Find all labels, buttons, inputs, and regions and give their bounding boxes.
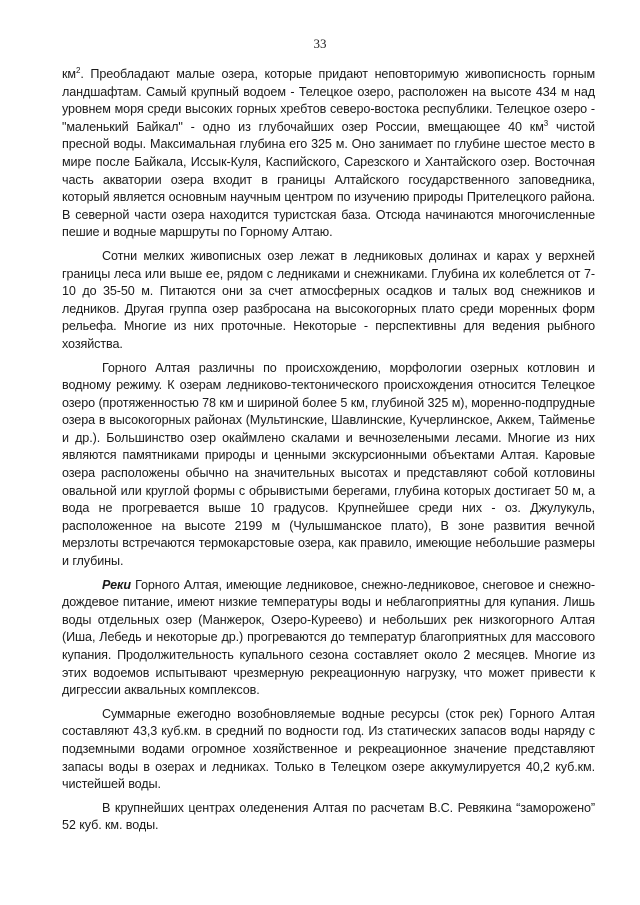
superscript: 2	[75, 65, 81, 75]
rivers-lead-word: Реки	[102, 577, 131, 592]
paragraph-lake-origins: Горного Алтая различны по происхождению, морфологии озерных котловин и водному режиму. К озерам ледниково-тектонического происхождения относится Телецкое озеро (протяженностью 78 км и шириной более 5 км, глубиной 325 м), моренно-подпрудные озера в высокогорных районах (Мультинские, Шавлинские, Кучерлинское, Аккем, Тайменье и др.). Большинство озер окаймлено скалами и вечнозелеными лесами. Многие из них являются памятниками природы и ценными экскурсионными объектами Алтая. Каровые озера расположены обычно на значительных высотах и представляют собой котловины овальной или круглой формы с обрывистыми берегами, глубина которых достигает 50 м, а вода не прогревается выше 10 градусов. Крупнейшее среди них - оз. Джулукуль, расположенное на высоте 2199 м (Чулышманское плато), В зоне развития вечной мерзлоты встречаются термокарстовые озера, как правило, имеющие небольшие размеры и глубины.	[62, 360, 595, 569]
superscript: 3	[543, 118, 549, 128]
paragraph-glaciation: В крупнейших центрах оледенения Алтая по расчетам В.С. Ревякина “заморожено” 52 куб. км. воды.	[62, 800, 595, 833]
paragraph-small-lakes: Сотни мелких живописных озер лежат в ледниковых долинах и карах у верхней границы леса или выше ее, рядом с ледниками и снежниками. Глубина их колеблется от 7-10 до 35-50 м. Питаются они за счет атмосферных осадков и талых вод снежников и ледников. Другая группа озер разбросана на высокогорных плато среди моренных форм рельефа. Многие из них проточные. Некоторые - перспективны для ведения рыбного хозяйства.	[62, 248, 595, 351]
paragraph-text: чистой пресной воды. Максимальная глубина его 325 м. Оно занимает по глубине шестое место в мире после Байкала, Иссык-Куля, Каспийского, Сарезского и Хантайского озер. Восточная часть акватории озера входит в границы Алтайского государственного заповедника, который является основным научным центром по изучению природы Прителецкого района. В северной части озера находится туристская база. Отсюда начинаются многочисленные пешие и водные маршруты по Горному Алтаю.	[62, 119, 595, 240]
paragraph-rivers	[62, 577, 595, 700]
paragraph-text: км	[62, 67, 76, 81]
body-text	[62, 66, 595, 835]
paragraph-water-resources: Суммарные ежегодно возобновляемые водные ресурсы (сток рек) Горного Алтая составляют 43,3 куб.км. в средний по водности год. Из статических запасов воды наряду с подземными водами огромное хозяйственное и рекреационное значение представляют запасы воды в озерах и ледниках. Только в Телецком озере аккумулируется 40,2 куб.км. чистейшей воды.	[62, 706, 595, 792]
page-number: 33	[313, 36, 327, 51]
paragraph-lakes-intro	[62, 66, 595, 242]
paragraph-text: Горного Алтая, имеющие ледниковое, снежно-ледниковое, снеговое и снежно-дождевое питание, имеют низкие температуры воды и неблагоприятны для купания. Лишь воды отдельных озер (Манжерок, Озеро-Куреево) и небольших рек низкогорного Алтая (Иша, Лебедь и некоторые др.) прогреваются до температур благоприятных для массового купания. Продолжительность купального сезона составляет около 2 месяцев. Многие из этих водоемов испытывают чрезмерную рекреационную нагрузку, что может привести к дигрессии аквальных комплексов.	[62, 577, 595, 698]
paragraph-text: . Преобладают малые озера, которые придают неповторимую живописность горным ландшафтам. Самый крупный водоем - Телецкое озеро, расположен на высоте 434 м над уровнем моря среди высоких горных хребтов северо-востока республики. Телецкое озеро - "маленький Байкал" - одно из глубочайших озер России, вмещающее 40 км	[62, 67, 595, 134]
